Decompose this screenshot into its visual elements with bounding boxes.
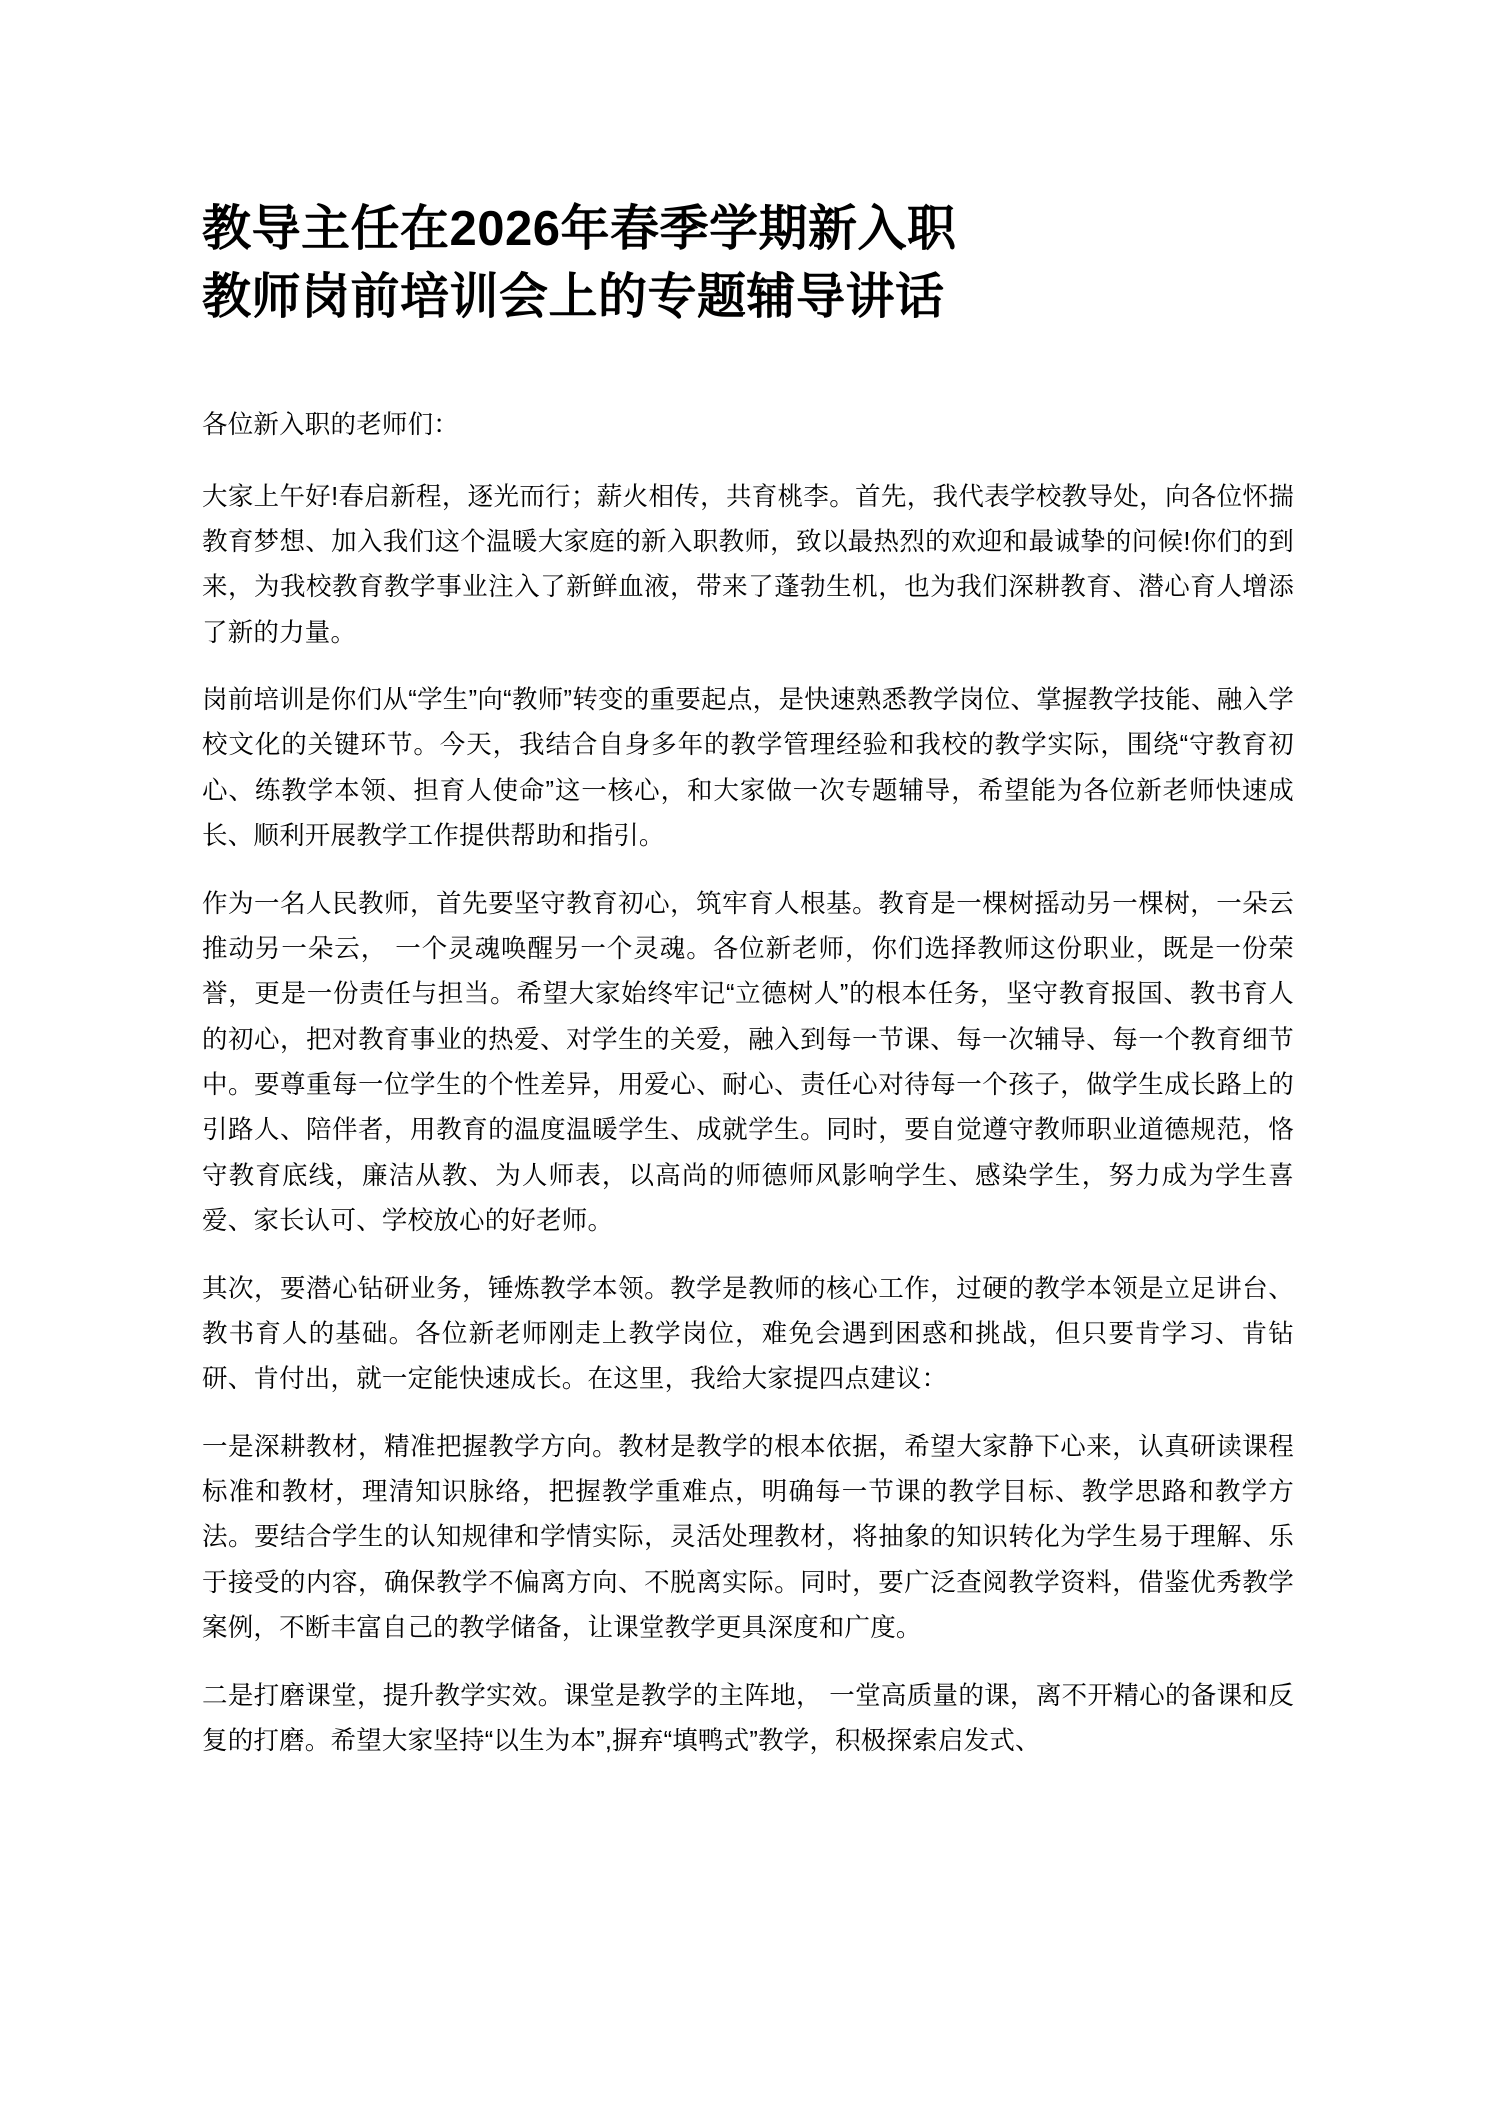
page-title-line-1: 教导主任在2026年春季学期新入职 [202, 202, 957, 256]
paragraph-teaching-skills: 其次，要潜心钻研业务，锤炼教学本领。教学是教师的核心工作，过硬的教学本领是立足讲台、教书育人的基础。各位新老师刚走上教学岗位，难免会遇到困惑和挑战，但只要肯学习、肯钻研、肯付出，就一定能快速成长。在这里，我给大家提四点建议： [202, 1274, 1294, 1394]
paragraph-salutation: 各位新入职的老师们： [202, 411, 460, 440]
document-body [202, 403, 1294, 1764]
page-title-line-2: 教师岗前培训会上的专题辅导讲话 [202, 269, 945, 324]
paragraph-point-one: 一是深耕教材，精准把握教学方向。教材是教学的根本依据，希望大家静下心来，认真研读课程标准和教材，理清知识脉络，把握教学重难点，明确每一节课的教学目标、教学思路和教学方法。要结合学生的认知规律和学情实际，灵活处理教材，将抽象的知识转化为学生易于理解、乐于接受的内容，确保教学不偏离方向、不脱离实际。同时，要广泛查阅教学资料，借鉴优秀教学案例，不断丰富自己的教学储备，让课堂教学更具深度和广度。 [202, 1432, 1294, 1643]
paragraph-original-aspiration: 作为一名人民教师，首先要坚守教育初心，筑牢育人根基。教育是一棵树摇动另一棵树，一朵云推动另一朵云， 一个灵魂唤醒另一个灵魂。各位新老师，你们选择教师这份职业，既是一份荣誉，更是一份责任与担当。希望大家始终牢记“立德树人”的根本任务，坚守教育报国、教书育人的初心，把对教育事业的热爱、对学生的关爱，融入到每一节课、每一次辅导、每一个教育细节中。要尊重每一位学生的个性差异，用爱心、耐心、责任心对待每一个孩子，做学生成长路上的引路人、陪伴者，用教育的温度温暖学生、成就学生。同时，要自觉遵守教师职业道德规范，恪守教育底线，廉洁从教、为人师表，以高尚的师德师风影响学生、感染学生，努力成为学生喜爱、家长认可、学校放心的好老师。 [202, 889, 1294, 1236]
paragraph-point-two: 二是打磨课堂，提升教学实效。课堂是教学的主阵地， 一堂高质量的课，离不开精心的备课和反复的打磨。希望大家坚持“以生为本”,摒弃“填鸭式”教学，积极探索启发式、 [202, 1681, 1294, 1755]
page-title [202, 0, 1294, 331]
paragraph-training-purpose: 岗前培训是你们从“学生”向“教师”转变的重要起点，是快速熟悉教学岗位、掌握教学技能、融入学校文化的关键环节。今天，我结合自身多年的教学管理经验和我校的教学实际，围绕“守教育初心、练教学本领、担育人使命”这一核心，和大家做一次专题辅导，希望能为各位新老师快速成长、顺利开展教学工作提供帮助和指引。 [202, 686, 1294, 851]
paragraph-welcome: 大家上午好!春启新程，逐光而行；薪火相传，共育桃李。首先，我代表学校教导处，向各位怀揣教育梦想、加入我们这个温暖大家庭的新入职教师，致以最热烈的欢迎和最诚挚的问候!你们的到来，为我校教育教学事业注入了新鲜血液，带来了蓬勃生机，也为我们深耕教育、潜心育人增添了新的力量。 [202, 482, 1294, 647]
document-content [202, 0, 1294, 1764]
